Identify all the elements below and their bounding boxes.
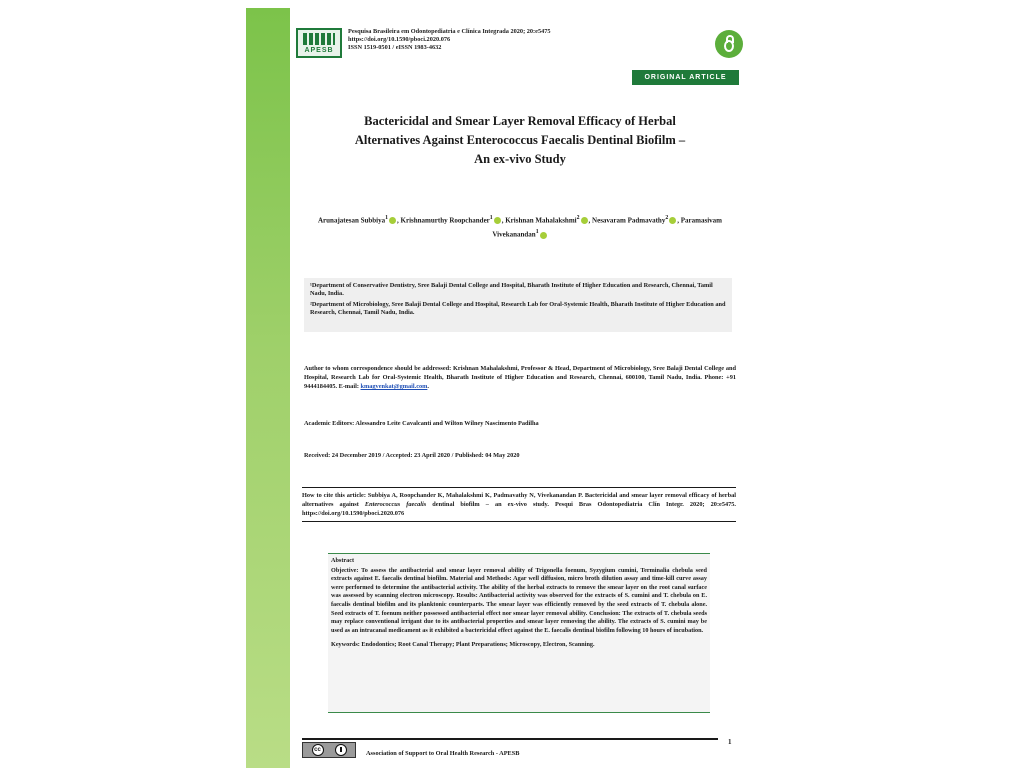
footer-rule	[302, 738, 718, 740]
journal-info	[348, 28, 678, 52]
email-link[interactable]: kmagvenkat@gmail.com	[360, 383, 428, 390]
author-name: Nesavaram Padmavathy	[592, 216, 666, 225]
logo-text: APESB	[304, 47, 334, 54]
orcid-icon[interactable]	[581, 217, 588, 224]
author-sup: 1	[535, 229, 539, 236]
paper-title	[300, 112, 740, 169]
orcid-icon[interactable]	[494, 217, 501, 224]
author-name: Arunajatesan Subbiya	[318, 216, 386, 225]
affiliation-2: ²Department of Microbiology, Sree Balaji Dental College and Hospital, Research Lab for Oral-Systemic Health, Bharath Institute of Higher Education and Research, Chennai, Tamil Nadu, India.	[310, 300, 726, 316]
abstract-heading: Abstract	[331, 557, 355, 564]
author-list: Arunajatesan Subbiya$^1$ , Krishnamurthy Roopchander$^1$ , Krishnan Mahalakshmi$^2$ , Nesavaram Padmavathy$^2$ , Paramasivam Vivekanandan$^1$	[318, 215, 722, 239]
author-sup: 1	[489, 215, 493, 221]
correspondence	[304, 364, 736, 391]
journal-citation: Pesquisa Brasileira em Odontopediatria e Clínica Integrada 2020; 20:e5475	[348, 28, 551, 35]
academic-editors: Academic Editors: Alessandro Leite Cavalcanti and Wilton Wilney Nascimento Padilha	[304, 420, 539, 427]
author-name: Paramasivam Vivekanandan	[492, 216, 722, 239]
logo-mark	[303, 33, 335, 45]
cite-tail: dentinal biofilm – an ex-vivo study. Pesqui Bras Odontopediatria Clín Integr. 2020; 20:e5475. https://doi.org/10.1590/pboci.2020.076	[302, 501, 737, 517]
title-line-2: Alternatives Against Enterococcus Faecalis Dentinal Biofilm –	[354, 133, 686, 147]
page-number: 1	[728, 738, 732, 746]
orcid-icon[interactable]	[540, 232, 547, 239]
affiliation-1: ¹Department of Conservative Dentistry, Sree Balaji Dental College and Hospital, Bharath Institute of Higher Education and Research, Chennai, Tamil Nadu, India.	[310, 282, 713, 298]
how-to-cite	[302, 487, 736, 522]
title-line-1: Bactericidal and Smear Layer Removal Efficacy of Herbal	[364, 114, 676, 128]
orcid-icon[interactable]	[669, 217, 676, 224]
green-side-bar	[246, 8, 290, 768]
cite-species: Enterococcus faecalis	[364, 501, 427, 508]
cc-icon: cc	[312, 744, 324, 756]
orcid-icon[interactable]	[389, 217, 396, 224]
publication-dates: Received: 24 December 2019 / Accepted: 23 April 2020 / Published: 04 May 2020	[304, 452, 520, 459]
author-sup: 2	[665, 215, 669, 221]
journal-doi-link[interactable]: https://doi.org/10.1590/pboci.2020.076	[348, 36, 451, 43]
abstract-box	[328, 553, 710, 713]
author-sup: 1	[385, 215, 389, 221]
correspondence-text: Author to whom correspondence should be addressed: Krishnan Mahalakshmi, Professor & Head, Department of Microbiology, Sree Balaji Dental College and Hospital, Research Lab for Oral-Systemic Health, Bharath Institute of Higher Education and Research, Chennai, 600100, Tamil Nadu, India. Phone: +91 9444184405. E-mail:	[304, 365, 736, 390]
keywords: Keywords: Endodontics; Root Canal Therapy; Plant Preparations; Microscopy, Electron, Scanning.	[331, 641, 595, 649]
correspondence-end: .	[427, 383, 429, 390]
abstract-body: Objective: To assess the antibacterial and smear layer removal ability of Trigonella foenum, Syzygium cumini, Terminalia chebula seed extracts against E. faecalis dentinal biofilm. Material and Methods: Agar well diffusion, micro broth dilution assay and time-kill curve assay were performed to determine the antibacterial activity. The ability of the herbal extracts to remove the smear layer on the root canal surface was assessed by scanning electron microscopy. Results: Antibacterial activity was observed for the extracts of S. cumini and T. chebula on E. faecalis dentinal biofilm and its planktonic counterparts. The smear layer was efficiently removed by the seed extracts of T. chebula alone. Seed extracts of T. foenum neither possessed antibacterial effect nor smear layer removal ability. Conclusion: The extracts of T. chebula seeds may replace conventional irrigant due to its antibacterial properties and smear layer removing the ability. The extracts of S. cumini may be used as an intracanal medicament as it exhibited a bactericidal effect against the E. faecalis dentinal biofilm following 10 hours of incubation.	[331, 566, 707, 634]
journal-issn: ISSN 1519-0501 / eISSN 1983-4632	[348, 44, 442, 51]
apesb-logo	[296, 28, 342, 58]
cite-lead: How to cite this article: Subbiya A, Roopchander K, Mahalakshmi K, Padmavathy N, Vivekanandan P. Bactericidal and smear layer removal efficacy of herbal alternatives against	[302, 492, 736, 508]
author-name: Krishnamurthy Roopchander	[400, 216, 490, 225]
cc-license-icon[interactable]	[302, 742, 356, 758]
title-line-3: An ex-vivo Study	[474, 152, 566, 166]
article-type-badge: ORIGINAL ARTICLE	[632, 70, 739, 85]
author-sup: 2	[576, 215, 580, 221]
author-name: Krishnan Mahalakshmi	[505, 216, 577, 225]
open-access-icon	[715, 30, 743, 58]
affiliations-box	[304, 278, 732, 332]
association-name: Association of Support to Oral Health Research - APESB	[366, 750, 520, 757]
attribution-icon	[335, 744, 347, 756]
